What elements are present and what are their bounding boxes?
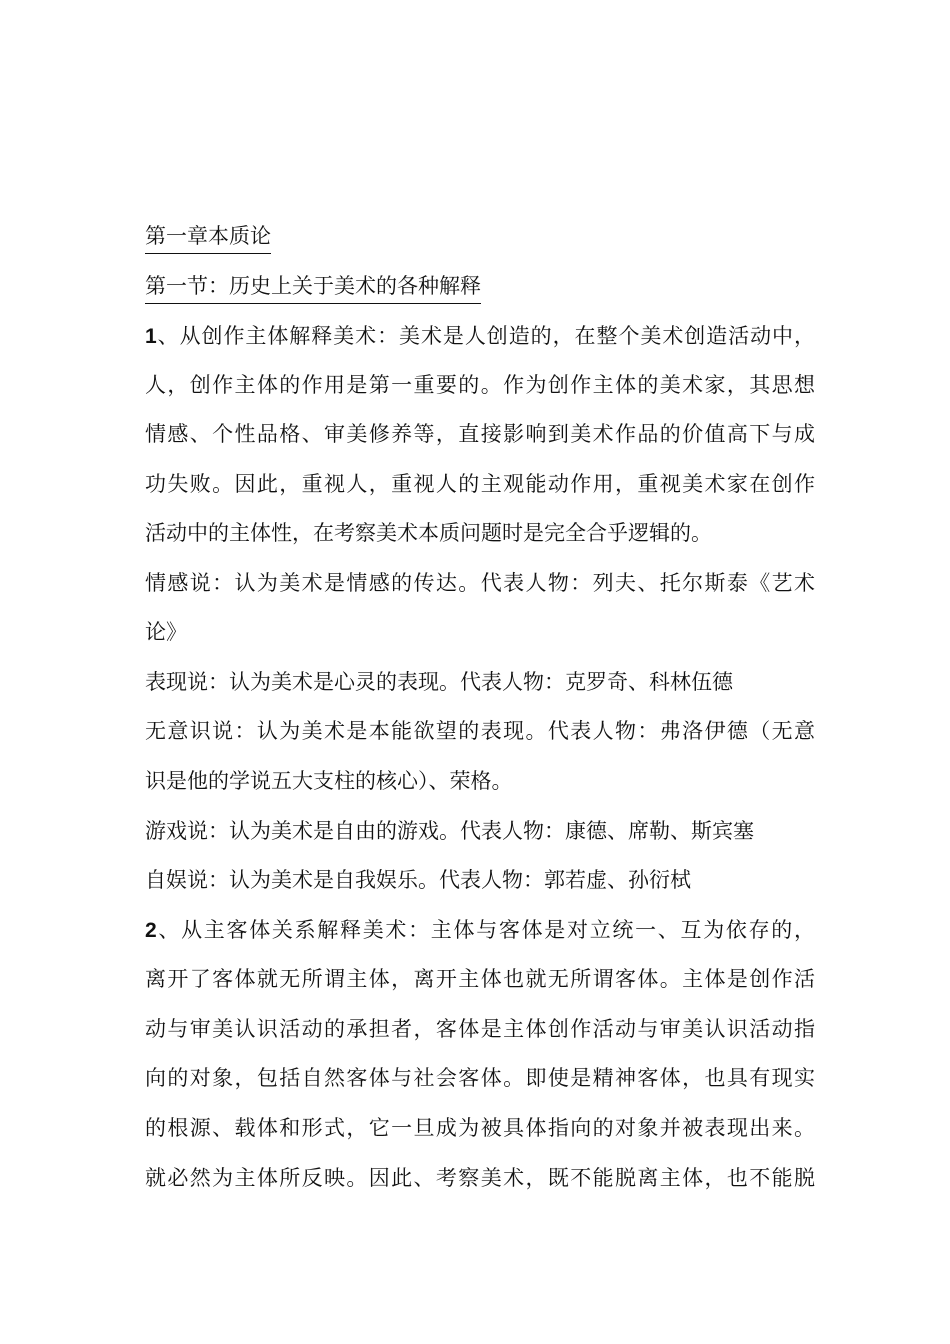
theory-emotion-line-2: 论》 — [145, 620, 187, 644]
item2-line-6: 就必然为主体所反映。因此、考察美术，既不能脱离主体，也不能脱 — [145, 1166, 815, 1190]
item1-line-2: 人，创作主体的作用是第一重要的。作为创作主体的美术家，其思想 — [145, 373, 815, 397]
theory-emotion-line-1: 情感说：认为美术是情感的传达。代表人物：列夫、托尔斯泰《艺术 — [145, 571, 815, 595]
item1-line-5: 活动中的主体性，在考察美术本质问题时是完全合乎逻辑的。 — [145, 521, 712, 545]
theory-play: 游戏说：认为美术是自由的游戏。代表人物：康德、席勒、斯宾塞 — [145, 819, 754, 843]
item2-line-2: 离开了客体就无所谓主体，离开主体也就无所谓客体。主体是创作活 — [145, 967, 815, 991]
item1-number: 1 — [145, 325, 157, 348]
theory-self-entertainment: 自娱说：认为美术是自我娱乐。代表人物：郭若虚、孙衍栻 — [145, 868, 691, 892]
section-title: 第一节：历史上关于美术的各种解释 — [145, 271, 481, 304]
item1-line-3: 情感、个性品格、审美修养等，直接影响到美术作品的价值高下与成 — [145, 422, 815, 446]
theory-expression: 表现说：认为美术是心灵的表现。代表人物：克罗奇、科林伍德 — [145, 670, 733, 694]
theory-unconscious-line-1: 无意识说：认为美术是本能欲望的表现。代表人物：弗洛伊德（无意 — [145, 719, 815, 743]
chapter-title-line — [145, 221, 815, 254]
item1-line-1 — [145, 321, 815, 352]
item2-number: 2 — [145, 919, 157, 942]
item2-line-3: 动与审美认识活动的承担者，客体是主体创作活动与审美认识活动指 — [145, 1017, 815, 1041]
item2-line-4: 向的对象，包括自然客体与社会客体。即使是精神客体，也具有现实 — [145, 1066, 815, 1090]
theory-unconscious-line-2: 识是他的学说五大支柱的核心）、荣格。 — [145, 769, 513, 793]
section-title-line — [145, 271, 815, 304]
item2-text-1: 、从主客体关系解释美术：主体与客体是对立统一、互为依存的， — [156, 918, 815, 942]
chapter-title: 第一章本质论 — [145, 221, 271, 254]
item1-text-1: 、从创作主体解释美术：美术是人创造的，在整个美术创造活动中， — [156, 324, 815, 348]
item1-line-4: 功失败。因此，重视人，重视人的主观能动作用，重视美术家在创作 — [145, 472, 815, 496]
item2-line-5: 的根源、载体和形式，它一旦成为被具体指向的对象并被表现出来。 — [145, 1116, 815, 1140]
item2-line-1 — [145, 915, 815, 946]
